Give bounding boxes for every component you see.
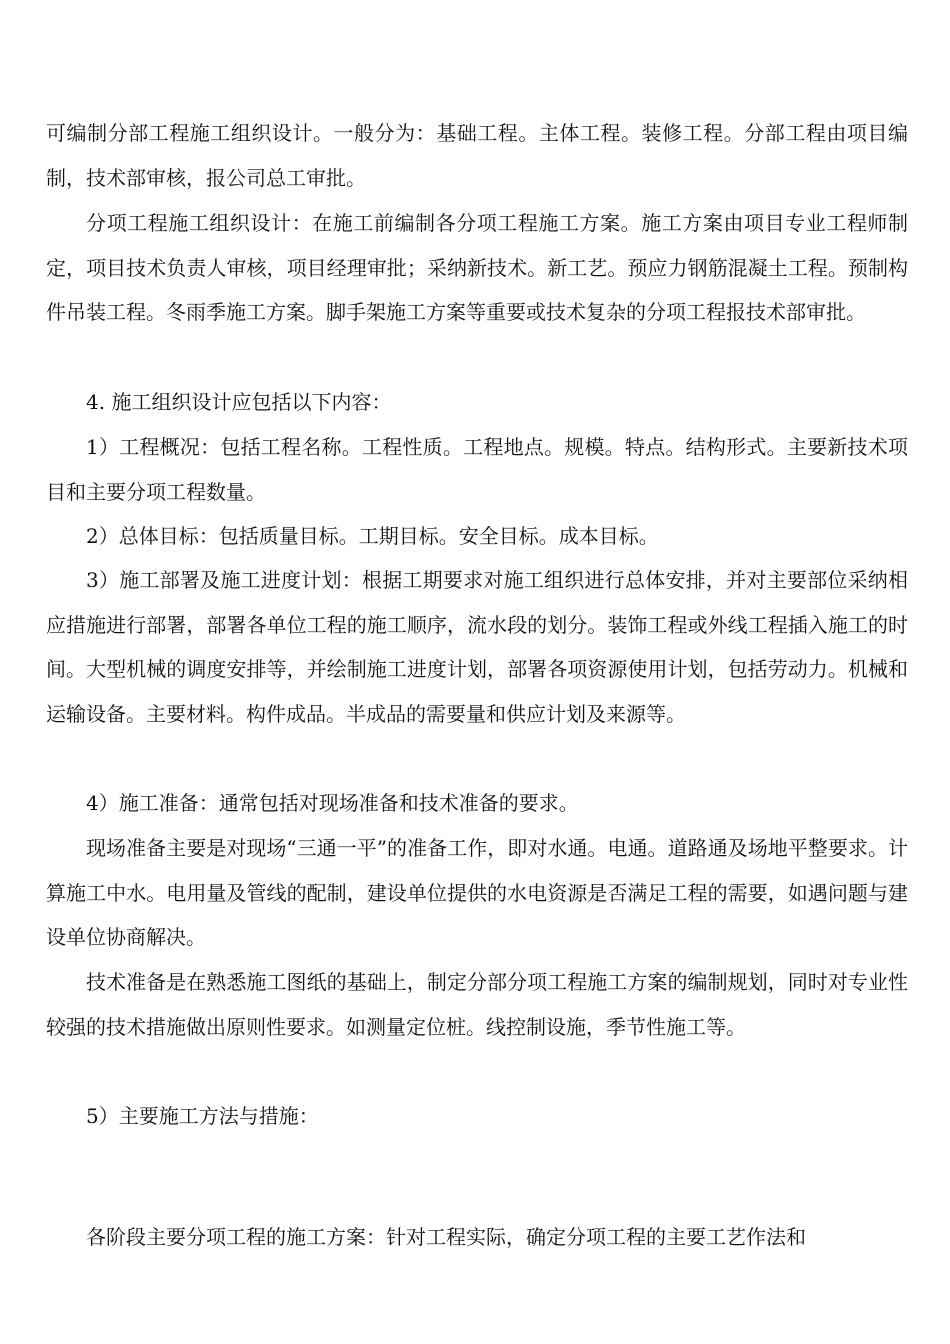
paragraph-4: 1）工程概况：包括工程名称。工程性质。工程地点。规模。特点。结构形式。主要新技术项目和主要分项工程数量。 <box>46 435 908 504</box>
paragraph-1: 可编制分部工程施工组织设计。一般分为：基础工程。主体工程。装修工程。分部工程由项目编制，技术部审核，报公司总工审批。 <box>46 121 908 190</box>
paragraph-9: 技术准备是在熟悉施工图纸的基础上，制定分部分项工程施工方案的编制规划，同时对专业性较强的技术措施做出原则性要求。如测量定位桩。线控制设施，季节性施工等。 <box>46 970 908 1039</box>
paragraph-10: 5）主要施工方法与措施： <box>86 1104 319 1128</box>
paragraph-5: 2）总体目标：包括质量目标。工期目标。安全目标。成本目标。 <box>86 524 659 548</box>
paragraph-2: 分项工程施工组织设计：在施工前编制各分项工程施工方案。施工方案由项目专业工程师制定，项目技术负责人审核，项目经理审批；采纳新技术。新工艺。预应力钢筋混凝土工程。预制构件吊装工程。冬雨季施工方案。脚手架施工方案等重要或技术复杂的分项工程报技术部审批。 <box>46 211 908 324</box>
paragraph-3: 4. 施工组织设计应包括以下内容： <box>86 390 392 414</box>
paragraph-7: 4）施工准备：通常包括对现场准备和技术准备的要求。 <box>86 791 579 815</box>
paragraph-11: 各阶段主要分项工程的施工方案：针对工程实际，确定分项工程的主要工艺作法和 <box>86 1225 806 1249</box>
paragraph-6: 3）施工部署及施工进度计划：根据工期要求对施工组织进行总体安排，并对主要部位采纳相应措施进行部署，部署各单位工程的施工顺序，流水段的划分。装饰工程或外线工程插入施工的时间。大型机械的调度安排等，并绘制施工进度计划，部署各项资源使用计划，包括劳动力。机械和运输设备。主要材料。构件成品。半成品的需要量和供应计划及来源等。 <box>46 568 908 726</box>
paragraph-8: 现场准备主要是对现场“三通一平”的准备工作，即对水通。电通。道路通及场地平整要求。计算施工中水。电用量及管线的配制，建设单位提供的水电资源是否满足工程的需要，如遇问题与建设单位协商解决。 <box>46 836 908 949</box>
